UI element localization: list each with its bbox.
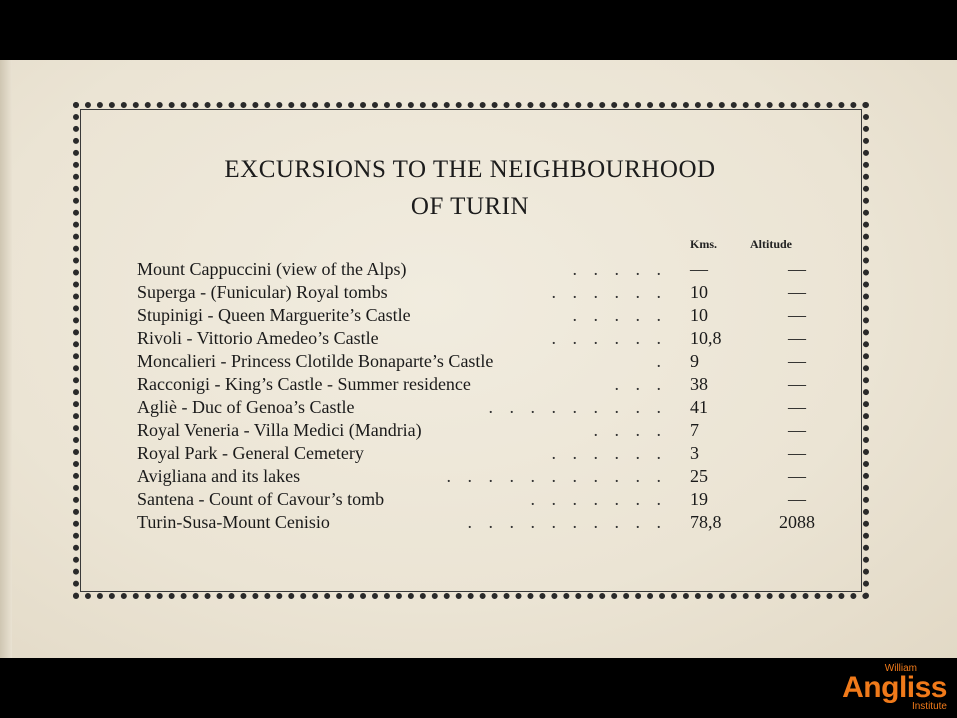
logo-top-text: William	[884, 663, 917, 674]
column-header-altitude: Altitude	[750, 237, 792, 251]
leader-dots: .	[656, 351, 667, 371]
leader-dots: . . . . . . . . .	[488, 397, 667, 417]
leader-dots: . . . . . .	[551, 328, 667, 348]
altitude-value: —	[788, 466, 806, 486]
altitude-value: —	[788, 328, 806, 348]
leader-dots: . . . . . .	[551, 282, 667, 302]
place-name: Santena - Count of Cavour’s tomb	[137, 489, 385, 509]
altitude-value: —	[788, 397, 806, 417]
logo-bottom-text: Institute	[911, 701, 947, 712]
leader-dots: . . . . .	[572, 259, 667, 279]
page-title-line-2: OF TURIN	[410, 193, 530, 220]
list-item	[137, 327, 837, 350]
place-name: Avigliana and its lakes	[137, 466, 301, 486]
altitude-value: 2088	[779, 512, 815, 532]
page-binding-edge	[0, 60, 12, 658]
institute-logo	[837, 664, 947, 712]
logo-main-text: Angliss	[842, 671, 947, 704]
place-name: Agliè - Duc of Genoa’s Castle	[137, 397, 355, 417]
leader-dots: . . .	[614, 374, 667, 394]
list-item	[137, 511, 837, 534]
kms-value: 10	[690, 282, 708, 302]
book-page	[0, 60, 957, 658]
list-item	[137, 258, 837, 281]
kms-value: —	[690, 259, 708, 279]
kms-value: 10	[690, 305, 708, 325]
kms-value: 38	[690, 374, 708, 394]
list-item	[137, 419, 837, 442]
kms-value: 78,8	[690, 512, 722, 532]
leader-dots: . . . . . . . . . .	[467, 512, 667, 532]
place-name: Mount Cappuccini (view of the Alps)	[137, 259, 407, 279]
list-item	[137, 465, 837, 488]
altitude-value: —	[788, 420, 806, 440]
leader-dots: . . . . . . . . . . .	[446, 466, 667, 486]
leader-dots: . . . . . .	[551, 443, 667, 463]
kms-value: 25	[690, 466, 708, 486]
list-item	[137, 350, 837, 373]
list-item	[137, 304, 837, 327]
place-name: Racconigi - King’s Castle - Summer residence	[137, 374, 471, 394]
kms-value: 10,8	[690, 328, 722, 348]
place-name: Stupinigi - Queen Marguerite’s Castle	[137, 305, 411, 325]
altitude-value: —	[788, 443, 806, 463]
kms-value: 3	[690, 443, 699, 463]
kms-value: 7	[690, 420, 699, 440]
list-item	[137, 488, 837, 511]
excursion-list	[137, 258, 837, 534]
place-name: Royal Park - General Cemetery	[137, 443, 364, 463]
altitude-value: —	[788, 374, 806, 394]
leader-dots: . . . .	[593, 420, 667, 440]
column-header-kms: Kms.	[690, 237, 717, 251]
altitude-value: —	[788, 259, 806, 279]
place-name: Turin-Susa-Mount Cenisio	[137, 512, 330, 532]
list-item	[137, 281, 837, 304]
list-item	[137, 373, 837, 396]
altitude-value: —	[788, 282, 806, 302]
altitude-value: —	[788, 489, 806, 509]
altitude-value: —	[788, 305, 806, 325]
leader-dots: . . . . .	[572, 305, 667, 325]
altitude-value: —	[788, 351, 806, 371]
place-name: Superga - (Funicular) Royal tombs	[137, 282, 388, 302]
kms-value: 41	[690, 397, 708, 417]
leader-dots: . . . . . . .	[530, 489, 667, 509]
place-name: Rivoli - Vittorio Amedeo’s Castle	[137, 328, 379, 348]
kms-value: 19	[690, 489, 708, 509]
list-item	[137, 396, 837, 419]
list-item	[137, 442, 837, 465]
place-name: Moncalieri - Princess Clotilde Bonaparte’s Castle	[137, 351, 494, 371]
place-name: Royal Veneria - Villa Medici (Mandria)	[137, 420, 422, 440]
kms-value: 9	[690, 351, 699, 371]
page-title-line-1: EXCURSIONS TO THE NEIGHBOURHOOD	[224, 156, 716, 183]
